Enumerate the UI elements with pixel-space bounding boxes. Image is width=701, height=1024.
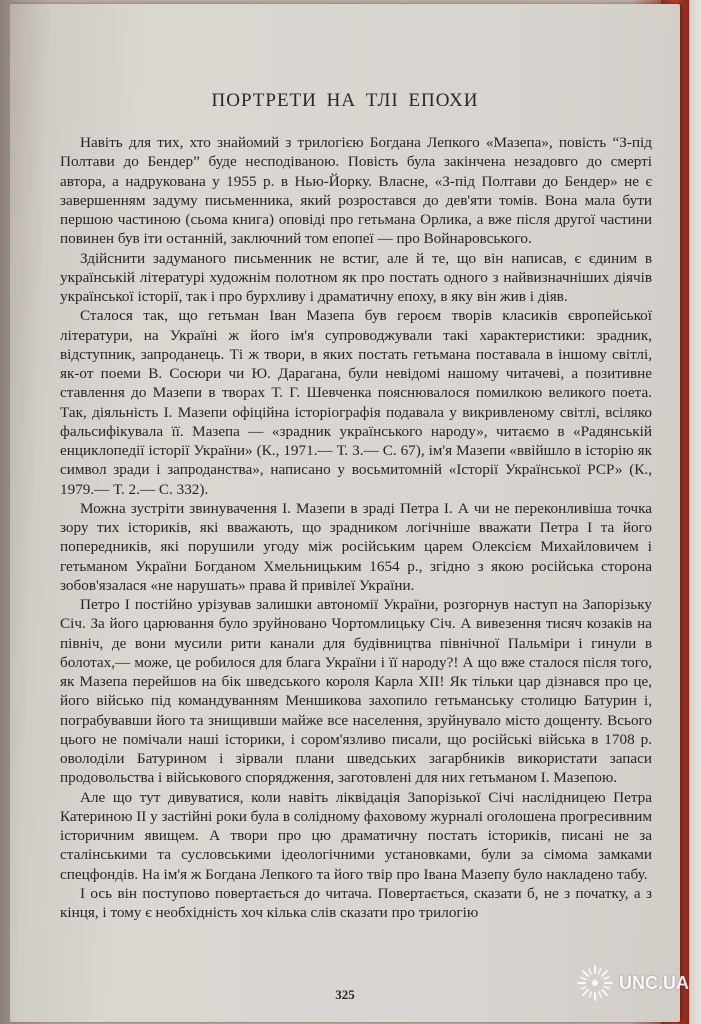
page-title: ПОРТРЕТИ НА ТЛІ ЕПОХИ — [211, 90, 479, 111]
watermark-text: UNC.UA — [619, 972, 689, 993]
paragraph-6: Але що тут дивуватися, коли навіть ліквідація Запорізької Січі наслідницею Петра Катериною II у застійні роки була в солідному фаховому журналі оголошена прогресивним історичним явищем. А твори про цю драматичну постать істориків, писані не за сталінськими та сусловськими ідеологічними установками, були за сімома замками спецфондів. На ім'я ж Богдана Лепкого та його твір про Івана Мазепу було накладено табу. — [60, 788, 653, 883]
paragraph-7: І ось він поступово повертається до читача. Повертається, сказати б, не з початку, а з кінця, і тому є необхідність хоч кілька слів сказати про трилогію — [60, 884, 652, 921]
book-page — [10, 4, 680, 1022]
page-number: 325 — [335, 987, 355, 1002]
paragraph-3: Сталося так, що гетьман Іван Мазепа був героєм творів класиків європейської літератури, на Україні ж його ім'я супроводжували такі характеристики: зрадник, відступник, запроданець. Ті ж твори, в яких постать гетьмана поставала в іншому світлі, як-от поеми В. Сосюри чи Ю. Дарагана, були невідомі нашому читачеві, а позитивне ставлення до Мазепи в творах Т. Г. Шевченка пояснювалося помилкою великого поета. Так, діяльність І. Мазепи офіційна історіографія подавала у викривленому світлі, всіляко фальсифікувала її. Мазепа — «зрадник українського народу», читаємо в «Радянській енциклопедії історії України» (К., 1971.— Т. 3.— С. 67), ім'я Мазепи «ввійшло в історію як символ зради і запроданства», написано у восьмитомній «Історії Української РСР» (К., 1979.— Т. 2.— С. 332). — [60, 307, 652, 498]
paragraph-5: Петро І постійно урізував залишки автономії України, розгорнув наступ на Запорізьку Січ. За його царювання було зруйновано Чортомлицьку Січ. А вивезення тисяч козаків на північ, де вони мусили рити канали для будівництва північної Пальміри і гинули в болотах,— може, це робилося для блага України і її народу?! А що вже сталося після того, як Мазепа перейшов на бік шведського короля Карла XII! Як тільки цар дізнався про це, його військо під командуванням Меншикова захопило гетьманську столицю Батурин і, пограбувавши його та знищивши майже все населення, зруйнувало місто дощенту. Всього цього не помічали наші історики, і сором'язливо писали, що російські війська в 1708 р. оволоділи Батурином і зірвали плани шведських загарбників використати запаси продовольства і військового спорядження, заготовлені для них гетьманом І. Мазепою. — [60, 596, 652, 787]
body-text — [60, 133, 652, 922]
watermark — [579, 960, 689, 1006]
paragraph-4: Можна зустріти звинувачення І. Мазепи в зраді Петра І. А чи не переконливіша точка зору тих істориків, які вважають, що зрадником логічніше вважати Петра І та його попередників, які порушили угоду між російським царем Олексієм Михайловичем і гетьманом України Богданом Хмельницьким 1654 р., згідно з якою російська сторона зобов'язалася «не нарушать» права й привілеї України. — [60, 499, 652, 594]
paragraph-1: Навіть для тих, хто знайомий з трилогією Богдана Лепкого «Мазепа», повість “З-під Полтави до Бендер” буде несподіваною. Повість була закінчена незадовго до смерті автора, а надрукована у 1955 р. в Нью-Йорку. Власне, «З-під Полтави до Бендер» не є завершенням задуму письменника, який розростався до дев'яти томів. Вона мала бути першою частиною (сьома книга) оповіді про гетьмана Орлика, а вже після другої частини повинен був іти останній, заключний том епопеї — про Войнаровського. — [60, 134, 652, 248]
sunburst-logo-icon — [575, 963, 615, 1003]
paragraph-2: Здійснити задуманого письменник не встиг, але й те, що він написав, є єдиним в українській літературі художнім полотном як про постать одного з найвизначніших діячів української історії, так і про бурхливу і драматичну епоху, в яку він жив і діяв. — [60, 249, 652, 305]
